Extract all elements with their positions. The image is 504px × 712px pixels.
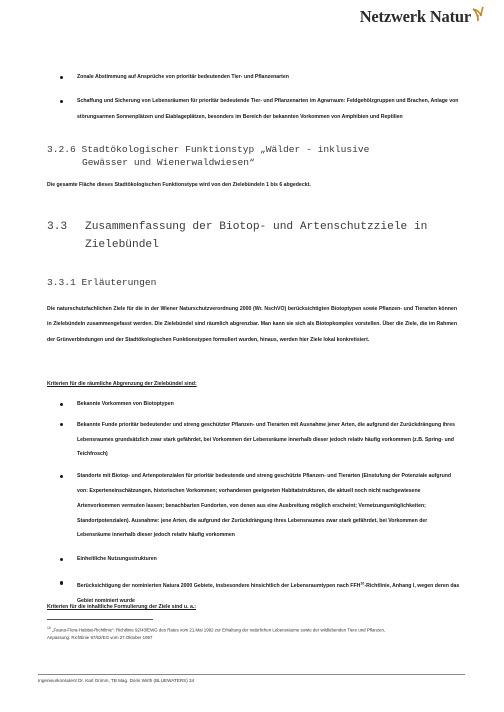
logo-text: Netzwerk Natur <box>359 7 471 26</box>
bullet-dot <box>60 581 63 584</box>
heading-line: Zusammenfassung der Biotop- und Artenschutzziele in <box>85 221 428 233</box>
footnote <box>47 624 457 642</box>
bullet-dot <box>60 558 63 561</box>
bullet-dot <box>60 76 63 79</box>
section-heading-331: 3.3.1 Erläuterungen <box>47 277 157 288</box>
bullet-text: Einheitliche Nutzungsstrukturen <box>77 556 157 563</box>
list-item <box>60 397 460 412</box>
bullet-list-criteria <box>60 397 460 608</box>
footnote-marker: 10 <box>47 626 51 630</box>
list-item <box>60 469 460 543</box>
netzwerk-natur-logo <box>360 6 484 27</box>
footnote-line: Anpassung: Richtlinie 97/62/EG vom 27.Oktober 1997 <box>47 635 153 641</box>
footnote-ref[interactable]: 10 <box>360 580 365 585</box>
page-footer: Ingenieurkonsulent Dr. Karl Grimm, TB Mag. Doris Wirth (BLUEWATERS) 34 <box>38 678 195 683</box>
bullet-text: Schaffung und Sicherung von Lebensräumen für prioritär bedeutende Tier- und Pflanzenarten im Agrarraum: Feldgehölzgruppen und Brachen, Anlage von störungsarmen Sonnenplätzen und Eiablageplätzen, besonders im Bereich der bekannten Vorkommen von Amphibien und Reptilien <box>77 98 459 120</box>
bullet-text: Standorte mit Biotop- und Artenpotenzialen für prioritär bedeutende und streng geschützte Pflanzen- und Tierarten (Einstufung der Potenziale aufgrund von: Experteneinschätzungen, historischen Vorkommen; vorhandenen geeigneten Habitatstrukturen, die aktuell noch nicht nachgewiesene Artenvorkommen vermuten lassen; benachbarten Fundorten, von denen aus eine Ausbreitung möglich erscheint; Vernetzungsmöglichkeiten; Standortpotenzialen). Ausnahme: jene Arten, die aufgrund der Zurückdrängung ihres Lebensraumes zwar stark gefährdet, bei Vorkommen der Lebensräume innerhalb dieser jedoch relativ häufig vorkommen <box>77 473 452 539</box>
criteria-spatial-heading: Kriterien für die räumliche Abgrenzung der Zielebündel sind: <box>47 381 197 387</box>
footer-divider <box>38 674 465 675</box>
footnote-line: „Fauna-Flora-Habitat-Richtlinie“: Richtlinie 92/43/EWG des Rates vom 21.Mai 1992 zur Erhaltung der natürlichen Lebensräume sowie der wildlebenden Tiere und Pflanzen, <box>52 627 386 633</box>
bullet-text: Bekannte Funde prioritär bedeutender und streng geschützter Pflanzen- und Tierarten mit Ausnahme jener Arten, die aufgrund der Zurückdrängung ihres Lebensraumes grundsätzlich zwar stark gefährdet, bei Vorkommen der Lebensräume innerhalb dieser jedoch relativ häufig vorkommen (z.B. Spring- und Teichfrosch) <box>77 421 455 458</box>
bullet-dot <box>60 100 63 103</box>
list-item <box>60 418 460 462</box>
list-item <box>60 552 460 567</box>
bullet-text: Bekannte Vorkommen von Biotoptypen <box>77 401 174 407</box>
bullet-dot <box>60 475 63 478</box>
section-331-text: Die naturschutzfachlichen Ziele für die in der Wiener Naturschutzverordnung 2000 (Wr. NschVO) berücksichtigten Biotoptypen sowie Pflanzen- und Tierarten können in Zielebündeln zusammengefasst werden. Die Zielebündel sind räumlich abgrenzbar. Man kann sie sich als Biotopkomplex vorstellen. Über die Ziele, die im Rahmen der Grünverbindungen und der Stadtökologischen Funktionstypen formuliert wurden, hinaus, werden hier Ziele lokal konkretisiert. <box>47 306 457 343</box>
list-item <box>60 73 460 81</box>
heading-line: Gewässer und Wienerwaldwiesen“ <box>82 157 255 168</box>
heading-number: 3.3 <box>47 221 68 233</box>
heading-line: 3.2.6 Stadtökologischer Funktionstyp „Wälder - inklusive <box>47 144 370 155</box>
bullet-dot <box>60 403 63 406</box>
heading-line: Zielebündel <box>85 239 159 251</box>
footnote-divider <box>47 619 153 620</box>
ffh-text: Berücksichtigung der nominierten Natura 2000 Gebiete, insbesondere hinsichtlich der Lebensraumtypen nach FFH$^{10}$-Richtlinie, Anhang I, wegen deren das Gebiet nominiert wurde <box>77 580 460 604</box>
section-326-text: Die gesamte Fläche dieses Stadtökologischen Funktionstype wird von den Zielebündeln 1 bis 6 abgedeckt. <box>47 182 311 188</box>
list-item <box>60 94 460 124</box>
bullet-list-top <box>60 73 460 125</box>
section-heading-326 <box>47 143 369 169</box>
leaf-icon <box>472 6 484 22</box>
bullet-dot <box>60 423 63 426</box>
bullet-text <box>77 580 460 604</box>
section-heading-33 <box>47 218 465 254</box>
criteria-content-heading: Kriterien für die inhaltliche Formulierung der Ziele sind u. a.: <box>47 604 197 610</box>
bullet-text: Zonale Abstimmung auf Ansprüche von prioritär bedeutenden Tier- und Pflanzenarten <box>77 74 289 80</box>
